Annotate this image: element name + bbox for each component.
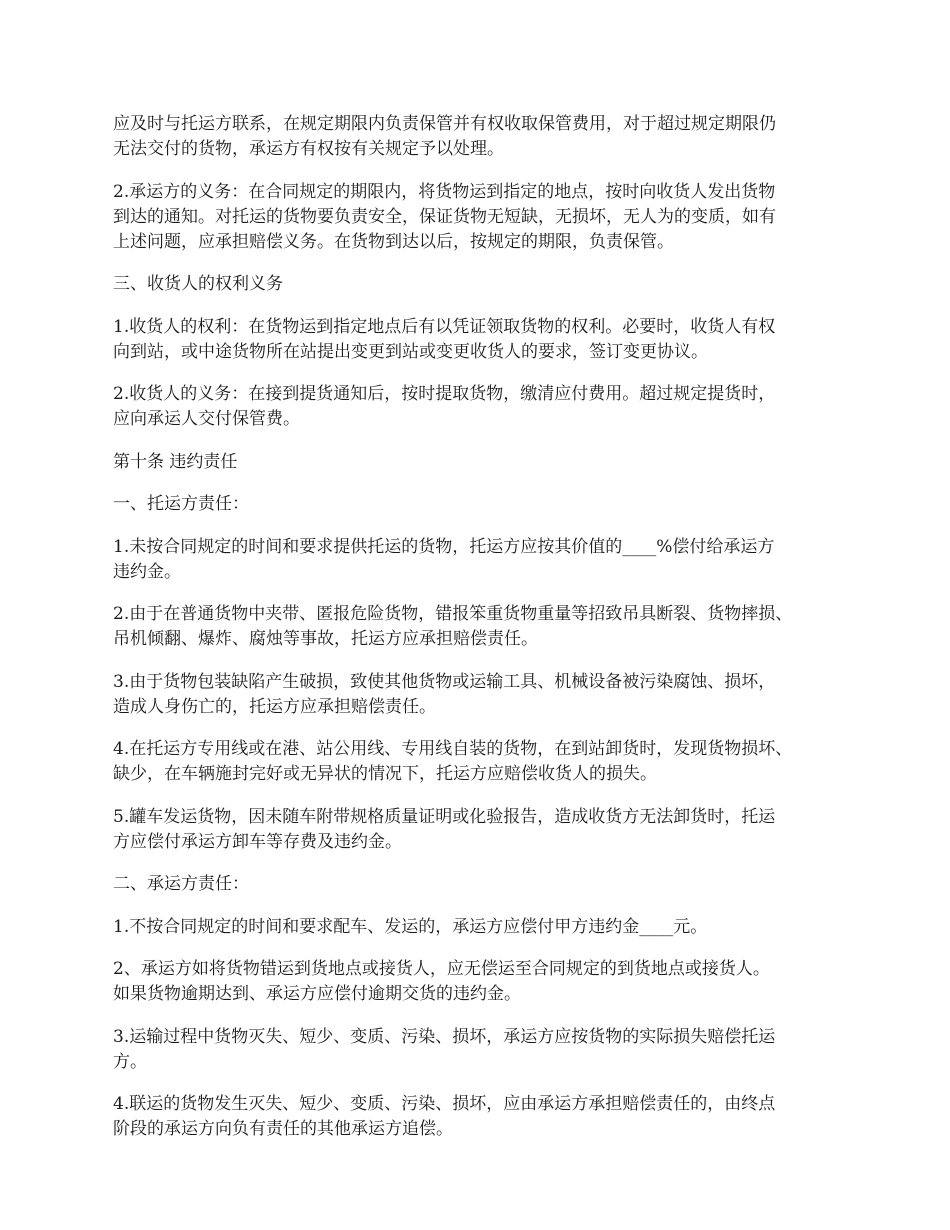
- paragraph: [113, 737, 853, 787]
- paragraph-line: 2.收货人的义务：在接到提货通知后，按时提取货物，缴清应付费用。超过规定提货时，: [113, 384, 776, 404]
- paragraph: [113, 602, 853, 652]
- paragraph-line: 第十条 违约责任: [113, 451, 238, 472]
- paragraph-line: 方。: [113, 1051, 147, 1072]
- paragraph-line: 应向承运人交付保管费。: [113, 409, 300, 429]
- paragraph-line: 阶段的承运方向负有责任的其他承运方追偿。: [113, 1119, 453, 1139]
- paragraph: [113, 315, 853, 365]
- paragraph-line: 4.联运的货物发生灭失、短少、变质、污染、损坏，应由承运方承担赔偿责任的，由终点: [113, 1094, 776, 1114]
- paragraph: [113, 957, 853, 1007]
- paragraph: [113, 492, 853, 517]
- paragraph-line: 造成人身伤亡的，托运方应承担赔偿责任。: [113, 696, 436, 717]
- paragraph: [113, 1092, 853, 1142]
- paragraph-line: 1.收货人的权利：在货物运到指定地点后有以凭证领取货物的权利。必要时，收货人有权: [113, 316, 776, 337]
- paragraph: [113, 1025, 853, 1075]
- paragraph: [113, 805, 853, 855]
- paragraph-line: 上述问题，应承担赔偿义务。在货物到达以后，按规定的期限，负责保管。: [113, 231, 674, 252]
- paragraph: [113, 915, 853, 940]
- paragraph-line: 无法交付的货物，承运方有权按有关规定予以处理。: [113, 139, 504, 159]
- paragraph: [113, 112, 853, 162]
- paragraph-line: 2.由于在普通货物中夹带、匿报危险货物，错报笨重货物重量等招致吊具断裂、货物摔损、: [113, 604, 793, 624]
- paragraph: [113, 382, 853, 432]
- paragraph: [113, 272, 853, 297]
- paragraph: [113, 535, 853, 585]
- paragraph: [113, 180, 853, 255]
- paragraph-line: 如果货物逾期达到、承运方应偿付逾期交货的违约金。: [113, 984, 521, 1004]
- paragraph: [113, 670, 853, 720]
- paragraph-line: 5.罐车发运货物，因未随车附带规格质量证明或化验报告，造成收货方无法卸货时，托运: [113, 806, 776, 827]
- paragraph-line: 三、收货人的权利义务: [113, 274, 283, 294]
- paragraph-line: 应及时与托运方联系，在规定期限内负责保管并有权收取保管费用，对于超过规定期限仍: [113, 114, 776, 134]
- paragraph-line: 2、承运方如将货物错运到货地点或接货人，应无偿运至合同规定的到货地点或接货人。: [113, 959, 770, 979]
- paragraph-line: 向到站，或中途货物所在站提出变更到站或变更收货人的要求，签订变更协议。: [113, 341, 708, 362]
- paragraph: [113, 450, 853, 475]
- paragraph-line: 二、承运方责任：: [113, 874, 249, 894]
- paragraph-line: 4.在托运方专用线或在港、站公用线、专用线自装的货物，在到站卸货时，发现货物损坏、: [113, 739, 793, 759]
- paragraph-line: 1.未按合同规定的时间和要求提供托运的货物，托运方应按其价值的____%偿付给承运方: [113, 536, 775, 557]
- paragraph-line: 方应偿付承运方卸车等存费及违约金。: [113, 831, 402, 852]
- paragraph-line: 2.承运方的义务：在合同规定的期限内，将货物运到指定的地点，按时向收货人发出货物: [113, 181, 776, 202]
- paragraph-line: 一、托运方责任：: [113, 494, 249, 514]
- paragraph-line: 到达的通知。对托运的货物要负责安全，保证货物无短缺，无损坏，无人为的变质，如有: [113, 206, 776, 227]
- paragraph-line: 吊机倾翻、爆炸、腐烛等事故，托运方应承担赔偿责任。: [113, 629, 538, 649]
- paragraph-line: 3.运输过程中货物灭失、短少、变质、污染、损坏，承运方应按货物的实际损失赔偿托运: [113, 1026, 776, 1047]
- paragraph: [113, 872, 853, 897]
- paragraph-line: 违约金。: [113, 561, 181, 582]
- document-body: [113, 112, 853, 1160]
- paragraph-line: 1.不按合同规定的时间和要求配车、发运的，承运方应偿付甲方违约金____元。: [113, 916, 708, 937]
- paragraph-line: 3.由于货物包装缺陷产生破损，致使其他货物或运输工具、机械设备被污染腐蚀、损坏，: [113, 671, 776, 692]
- paragraph-line: 缺少，在车辆施封完好或无异状的情况下，托运方应赔偿收货人的损失。: [113, 764, 657, 784]
